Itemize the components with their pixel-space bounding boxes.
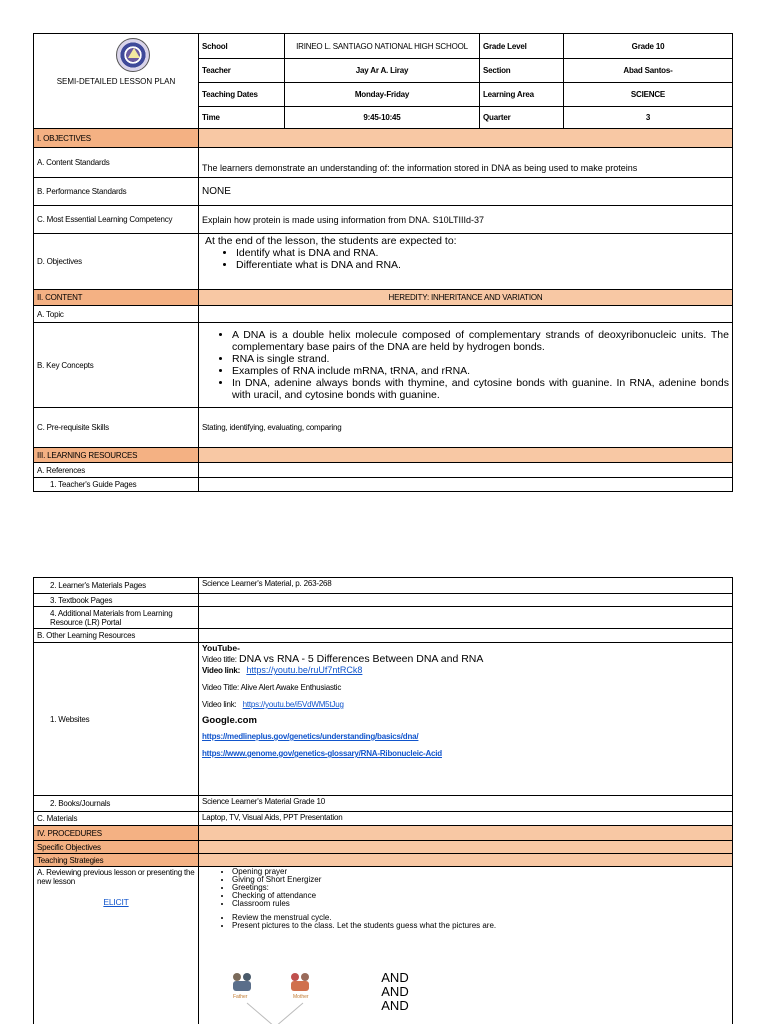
video1-link-row xyxy=(202,665,729,675)
review-item: • Classroom rules xyxy=(232,900,729,908)
and-word: AND xyxy=(381,984,409,999)
review-label: A. Reviewing previous lesson or presenting the new lesson xyxy=(37,868,195,886)
prereq-label: C. Pre-requisite Skills xyxy=(34,408,199,448)
materials-label: C. Materials xyxy=(34,812,199,826)
video1-title-label: Video title: xyxy=(202,655,237,664)
resources-heading-fill xyxy=(199,448,733,463)
teaching-strategies-fill xyxy=(199,854,733,867)
procedures-heading-fill xyxy=(199,826,733,841)
lr-value xyxy=(199,607,733,629)
resources-heading: III. LEARNING RESOURCES xyxy=(34,448,199,463)
tg-value xyxy=(199,478,733,492)
review-list xyxy=(232,868,729,908)
key-concept-item: • RNA is single strand. xyxy=(232,353,729,365)
review-item: • Review the menstrual cycle. xyxy=(232,914,729,922)
review-item: • Greetings: xyxy=(232,884,729,892)
mother-label: Mother xyxy=(293,994,309,1000)
grade-value: Grade 10 xyxy=(564,34,733,59)
tg-label: 1. Teacher's Guide Pages xyxy=(34,478,199,492)
references-value xyxy=(199,463,733,478)
tb-value xyxy=(199,594,733,607)
time-value: 9:45-10:45 xyxy=(285,107,480,129)
video2-link-row xyxy=(202,700,729,709)
genome-link[interactable]: https://www.genome.gov/genetics-glossary/RNA-Ribonucleic-Acid xyxy=(202,749,442,758)
teacher-label: Teacher xyxy=(199,59,285,83)
video1-link-label: Video link: xyxy=(202,666,241,675)
melc-value: Explain how protein is made using information from DNA. S10LTIIId-37 xyxy=(199,206,733,234)
objectives-heading-fill xyxy=(199,129,733,148)
references-label: A. References xyxy=(34,463,199,478)
other-resources-label: B. Other Learning Resources xyxy=(34,629,199,643)
review-item: • Present pictures to the class. Let the students guess what the pictures are. xyxy=(232,922,729,930)
websites-value xyxy=(199,643,733,796)
lm-value: Science Learner's Material, p. 263-268 xyxy=(199,578,733,594)
objectives-value xyxy=(199,234,733,290)
grade-label: Grade Level xyxy=(480,34,564,59)
review-label-cell xyxy=(34,867,199,1024)
other-resources-value xyxy=(199,629,733,643)
tb-label: 3. Textbook Pages xyxy=(34,594,199,607)
content-heading-value: HEREDITY: INHERITANCE AND VARIATION xyxy=(199,290,733,306)
plan-title xyxy=(34,34,199,129)
section-label: Section xyxy=(480,59,564,83)
youtube-label: YouTube- xyxy=(202,643,240,653)
websites-label: 1. Websites xyxy=(34,643,199,796)
key-concepts-label: B. Key Concepts xyxy=(34,323,199,408)
objective-item: • Identify what is DNA and RNA. xyxy=(236,247,729,259)
key-concepts-value xyxy=(199,323,733,408)
topic-label: A. Topic xyxy=(34,306,199,323)
area-value: SCIENCE xyxy=(564,83,733,107)
key-concept-item: • Examples of RNA include mRNA, tRNA, and rRNA. xyxy=(232,365,729,377)
objectives-heading: I. OBJECTIVES xyxy=(34,129,199,148)
quarter-label: Quarter xyxy=(480,107,564,129)
specific-objectives-fill xyxy=(199,841,733,854)
parents-picture xyxy=(227,967,327,1024)
quarter-value: 3 xyxy=(564,107,733,129)
materials-value: Laptop, TV, Visual Aids, PPT Presentation xyxy=(199,812,733,826)
video1-link[interactable]: https://youtu.be/ruUf7ntRCk8 xyxy=(246,665,363,675)
video2-link[interactable]: https://youtu.be/i5VdWM5tJug xyxy=(242,700,344,709)
review-item: • Checking of attendance xyxy=(232,892,729,900)
content-standards-value: The learners demonstrate an understanding of: the information stored in DNA as being used to make proteins xyxy=(199,148,733,178)
dates-label: Teaching Dates xyxy=(199,83,285,107)
procedures-heading: IV. PROCEDURES xyxy=(34,826,199,841)
page-one xyxy=(33,33,732,492)
objectives-intro: At the end of the lesson, the students are expected to: xyxy=(205,235,457,247)
specific-objectives-label: Specific Objectives xyxy=(34,841,199,854)
section-value: Abad Santos- xyxy=(564,59,733,83)
objectives-list xyxy=(236,247,729,271)
key-concepts-list xyxy=(232,329,729,401)
and-word: AND xyxy=(381,998,409,1013)
lesson-plan-table-2 xyxy=(33,577,733,1024)
review-item: • Opening prayer xyxy=(232,868,729,876)
performance-standards-value: NONE xyxy=(199,178,733,206)
elicit-link[interactable]: ELICIT xyxy=(103,897,129,907)
review-list-2 xyxy=(232,914,729,930)
area-label: Learning Area xyxy=(480,83,564,107)
teacher-value: Jay Ar A. Liray xyxy=(285,59,480,83)
school-label: School xyxy=(199,34,285,59)
video2-link-label: Video link: xyxy=(202,700,237,709)
content-heading: II. CONTENT xyxy=(34,290,199,306)
time-label: Time xyxy=(199,107,285,129)
key-concept-item: • In DNA, adenine always bonds with thymine, and cytosine bonds with guanine. In RNA, adenine bonds with uracil, and cytosine bonds with guanine. xyxy=(232,377,729,401)
lesson-plan-table-1 xyxy=(33,33,733,492)
objective-item: • Differentiate what is DNA and RNA. xyxy=(236,259,729,271)
video1-title: DNA vs RNA - 5 Differences Between DNA and RNA xyxy=(239,653,484,665)
and-picture xyxy=(347,971,443,1013)
objectives-label: D. Objectives xyxy=(34,234,199,290)
performance-standards-label: B. Performance Standards xyxy=(34,178,199,206)
school-value: IRINEO L. SANTIAGO NATIONAL HIGH SCHOOL xyxy=(285,34,480,59)
books-label: 2. Books/Journals xyxy=(34,796,199,812)
and-word: AND xyxy=(381,970,409,985)
key-concept-item: • A DNA is a double helix molecule composed of complementary strands of deoxyribonucleic units. The complementary base pairs of the DNA are held by hydrogen bonds. xyxy=(232,329,729,353)
video2-title: Video Title: Alive Alert Awake Enthusiastic xyxy=(202,683,342,692)
page-two xyxy=(33,577,732,1024)
video1-title-row xyxy=(202,653,729,665)
melc-label: C. Most Essential Learning Competency xyxy=(34,206,199,234)
google-label: Google.com xyxy=(202,715,257,726)
medlineplus-link[interactable]: https://medlineplus.gov/genetics/understanding/basics/dna/ xyxy=(202,732,419,741)
lm-label: 2. Learner's Materials Pages xyxy=(34,578,199,594)
lr-label: 4. Additional Materials from Learning Resource (LR) Portal xyxy=(34,607,199,629)
dates-value: Monday-Friday xyxy=(285,83,480,107)
prereq-value: Stating, identifying, evaluating, comparing xyxy=(199,408,733,448)
content-standards-label: A. Content Standards xyxy=(34,148,199,178)
father-label: Father xyxy=(233,994,248,1000)
deped-seal-logo xyxy=(116,38,150,72)
topic-value xyxy=(199,306,733,323)
books-value: Science Learner's Material Grade 10 xyxy=(199,796,733,812)
review-value xyxy=(199,867,733,1024)
teaching-strategies-label: Teaching Strategies xyxy=(34,854,199,867)
review-item: • Giving of Short Energizer xyxy=(232,876,729,884)
plan-title-text: SEMI-DETAILED LESSON PLAN xyxy=(56,76,176,86)
